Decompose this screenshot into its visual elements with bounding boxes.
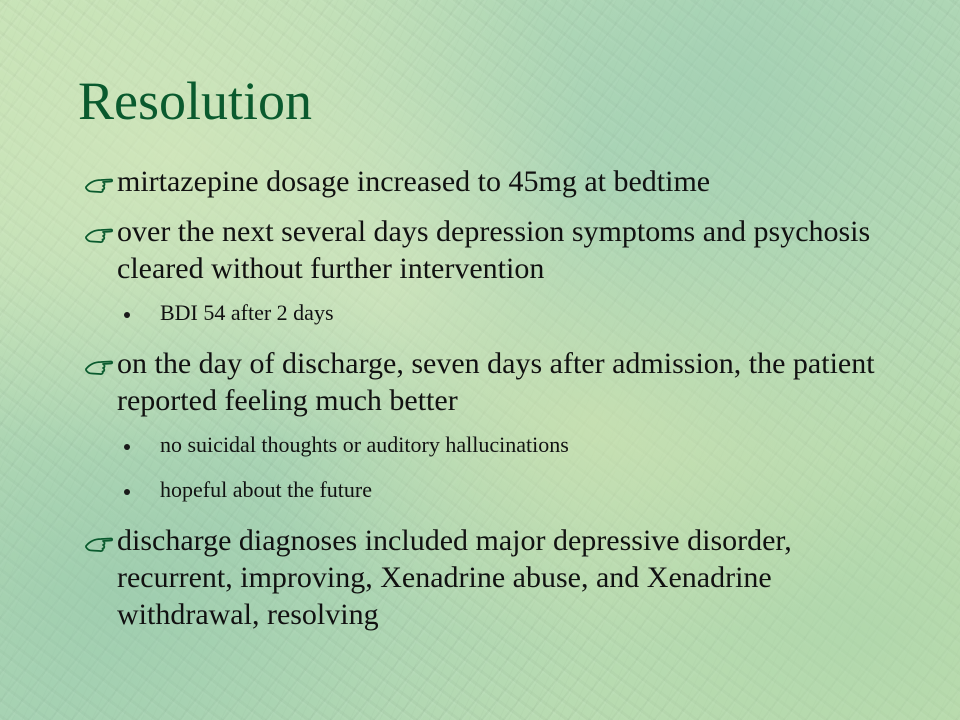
sub-bullet-text: BDI 54 after 2 days: [160, 300, 334, 325]
sub-bullet-text: no suicidal thoughts or auditory hallucinations: [160, 432, 569, 457]
hand-pointing-icon: [84, 349, 114, 379]
bullet-text: on the day of discharge, seven days after admission, the patient reported feeling much better: [117, 347, 875, 417]
sub-bullet-item: [160, 477, 910, 503]
bullet-item: [80, 345, 910, 419]
sub-bullet-text: hopeful about the future: [160, 477, 372, 502]
sub-bullet-item: [160, 432, 910, 458]
bullet-text: discharge diagnoses included major depressive disorder, recurrent, improving, Xenadrine abuse, and Xenadrine withdrawal, resolving: [117, 524, 792, 631]
filled-circle-icon: [124, 312, 130, 318]
hand-pointing-icon: [84, 167, 114, 197]
bullet-item: [80, 213, 910, 287]
bullet-item: [80, 522, 910, 633]
filled-circle-icon: [124, 489, 130, 495]
bullet-text: over the next several days depression symptoms and psychosis cleared without further intervention: [117, 215, 871, 285]
slide-title: Resolution: [78, 71, 313, 131]
hand-pointing-icon: [84, 526, 114, 556]
slide-body: [80, 163, 910, 646]
sub-bullet-item: [160, 300, 910, 326]
bullet-item: [80, 163, 910, 200]
hand-pointing-icon: [84, 217, 114, 247]
filled-circle-icon: [124, 444, 130, 450]
bullet-text: mirtazepine dosage increased to 45mg at bedtime: [117, 165, 711, 198]
